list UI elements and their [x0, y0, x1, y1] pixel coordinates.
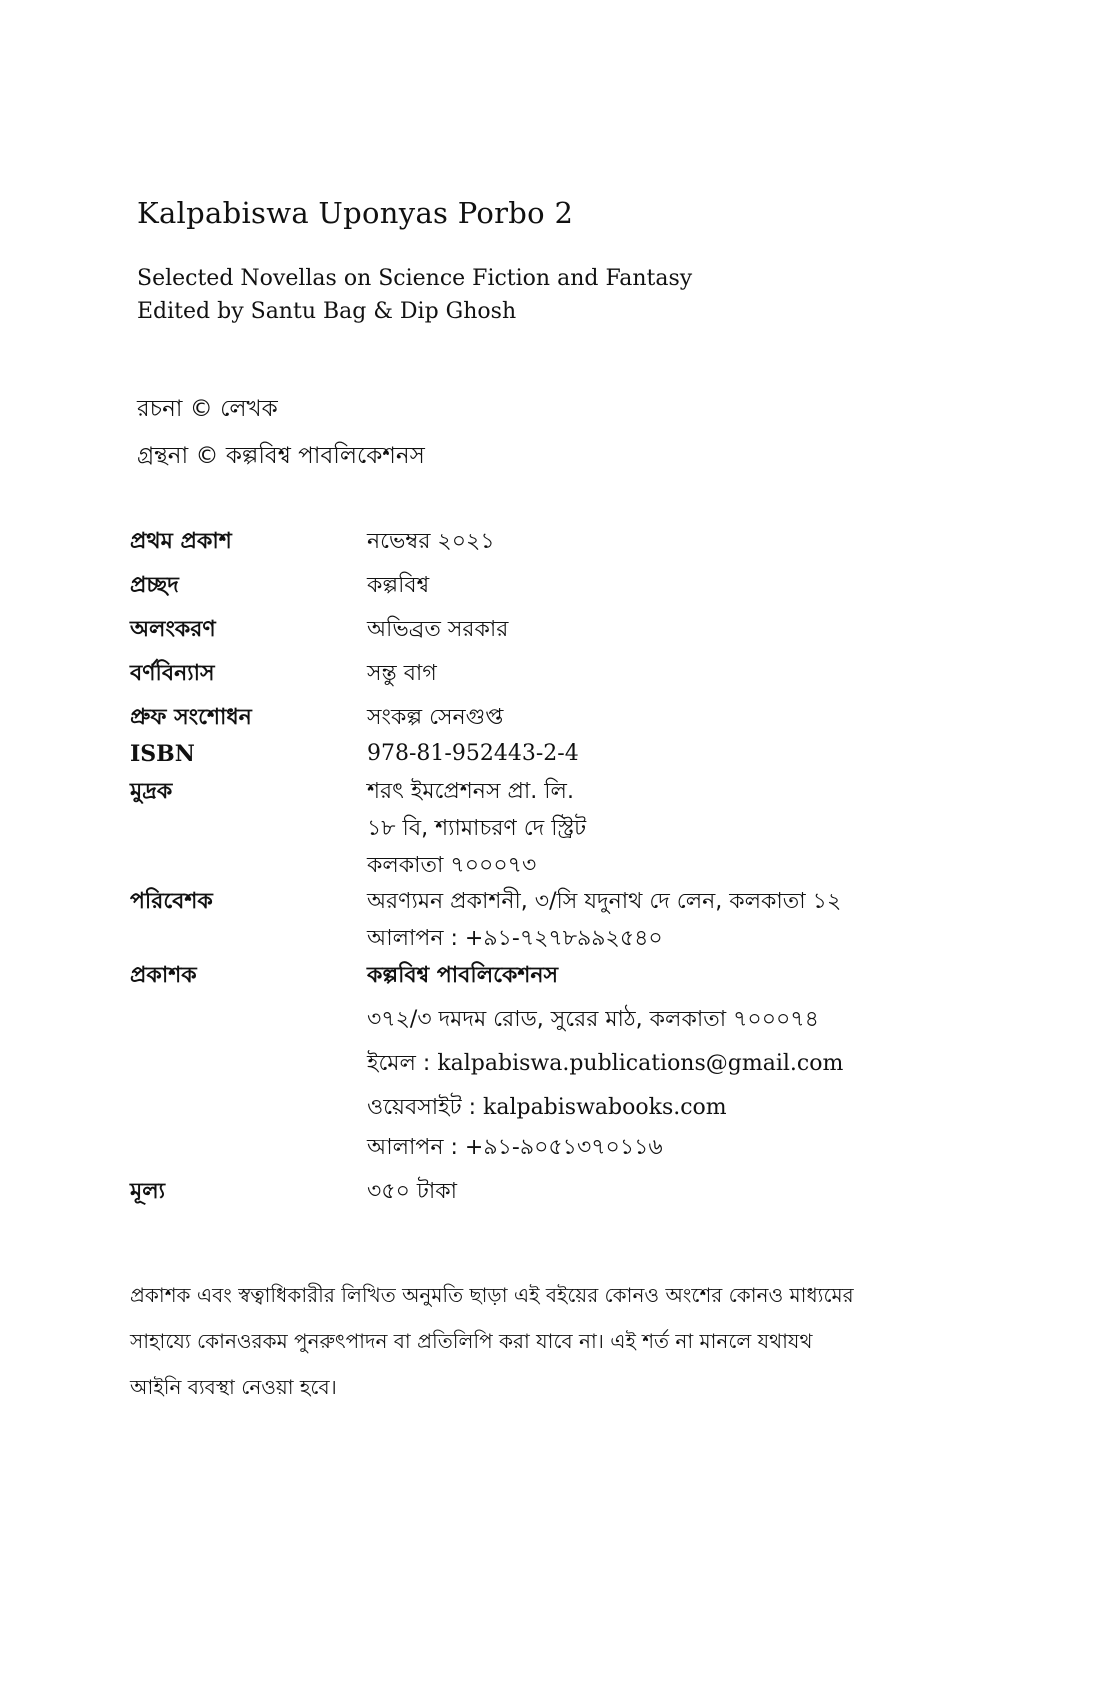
publisher-website-line [367, 1094, 843, 1134]
book-title: Kalpabiswa Uponyas Porbo 2 [137, 196, 574, 230]
distributor-address: অরণ্যমন প্রকাশনী, ৩/সি যদুনাথ দে লেন, কলকাতা ১২ [367, 889, 842, 914]
cover-label: প্রচ্ছদ [130, 573, 179, 598]
publisher-address: ৩৭২/৩ দমদম রোড, সুরের মাঠ, কলকাতা ৭০০০৭৪ [367, 1007, 819, 1032]
printer-name: শরৎ ইমপ্রেশনস প্রা. লি. [367, 779, 574, 804]
proofreading-label: প্রুফ সংশোধন [130, 705, 252, 730]
printer-address-city: কলকাতা ৭০০০৭৩ [367, 853, 537, 878]
publisher-email-line [367, 1050, 843, 1094]
publisher-website-link[interactable]: kalpabiswabooks.com [483, 1095, 727, 1120]
proofreading-value: সংকল্প সেনগুপ্ত [367, 705, 504, 730]
book-subtitle-block [137, 262, 692, 328]
distributor-phone: আলাপন : +৯১-৭২৭৮৯৯২৫৪০ [367, 926, 663, 951]
rights-notice-line: সাহায্যে কোনওরকম পুনরুৎপাদন বা প্রতিলিপি করা যাবে না। এই শর্ত না মানলে যথাযথ [130, 1329, 813, 1353]
printer-value [367, 778, 586, 889]
rights-notice [130, 1272, 945, 1410]
website-label: ওয়েবসাইট : [367, 1095, 476, 1120]
illustration-label: অলংকরণ [130, 617, 216, 642]
text-copyright: রচনা © লেখক [137, 396, 278, 422]
distributor-label: পরিবেশক [130, 889, 213, 914]
publisher-label: প্রকাশক [130, 963, 197, 988]
copyright-block [137, 386, 425, 480]
price-value: ৩৫০ টাকা [367, 1179, 458, 1204]
illustration-value: অভিব্রত সরকার [367, 617, 509, 642]
publisher-email-link[interactable]: kalpabiswa.publications@gmail.com [437, 1051, 844, 1076]
typesetting-label: বর্ণবিন্যাস [130, 661, 215, 686]
publisher-phone: আলাপন : +৯১-৯০৫১৩৭০১১৬ [367, 1135, 663, 1160]
email-label: ইমেল : [367, 1051, 431, 1076]
printer-address-street: ১৮ বি, শ্যামাচরণ দে স্ট্রিট [367, 816, 587, 841]
publisher-value [367, 962, 843, 1174]
distributor-value [367, 888, 841, 962]
book-copyright: গ্রন্থনা © কল্পবিশ্ব পাবলিকেশনস [137, 443, 425, 469]
cover-value: কল্পবিশ্ব [367, 573, 430, 598]
typesetting-value: সন্তু বাগ [367, 661, 437, 686]
first-edition-value: নভেম্বর ২০২১ [367, 529, 495, 554]
printer-label: মুদ্রক [130, 779, 173, 804]
publisher-name: কল্পবিশ্ব পাবলিকেশনস [367, 963, 559, 988]
rights-notice-line: আইনি ব্যবস্থা নেওয়া হবে। [130, 1375, 337, 1399]
first-edition-label: প্রথম প্রকাশ [130, 529, 232, 554]
isbn-value: 978-81-952443-2-4 [367, 741, 579, 766]
isbn-label: ISBN [130, 741, 195, 767]
price-label: মূল্য [130, 1179, 165, 1204]
book-editors: Edited by Santu Bag & Dip Ghosh [137, 299, 517, 324]
book-subtitle: Selected Novellas on Science Fiction and Fantasy [137, 266, 693, 291]
rights-notice-line: প্রকাশক এবং স্বত্বাধিকারীর লিখিত অনুমতি ছাড়া এই বইয়ের কোনও অংশের কোনও মাধ্যমের [130, 1283, 854, 1307]
